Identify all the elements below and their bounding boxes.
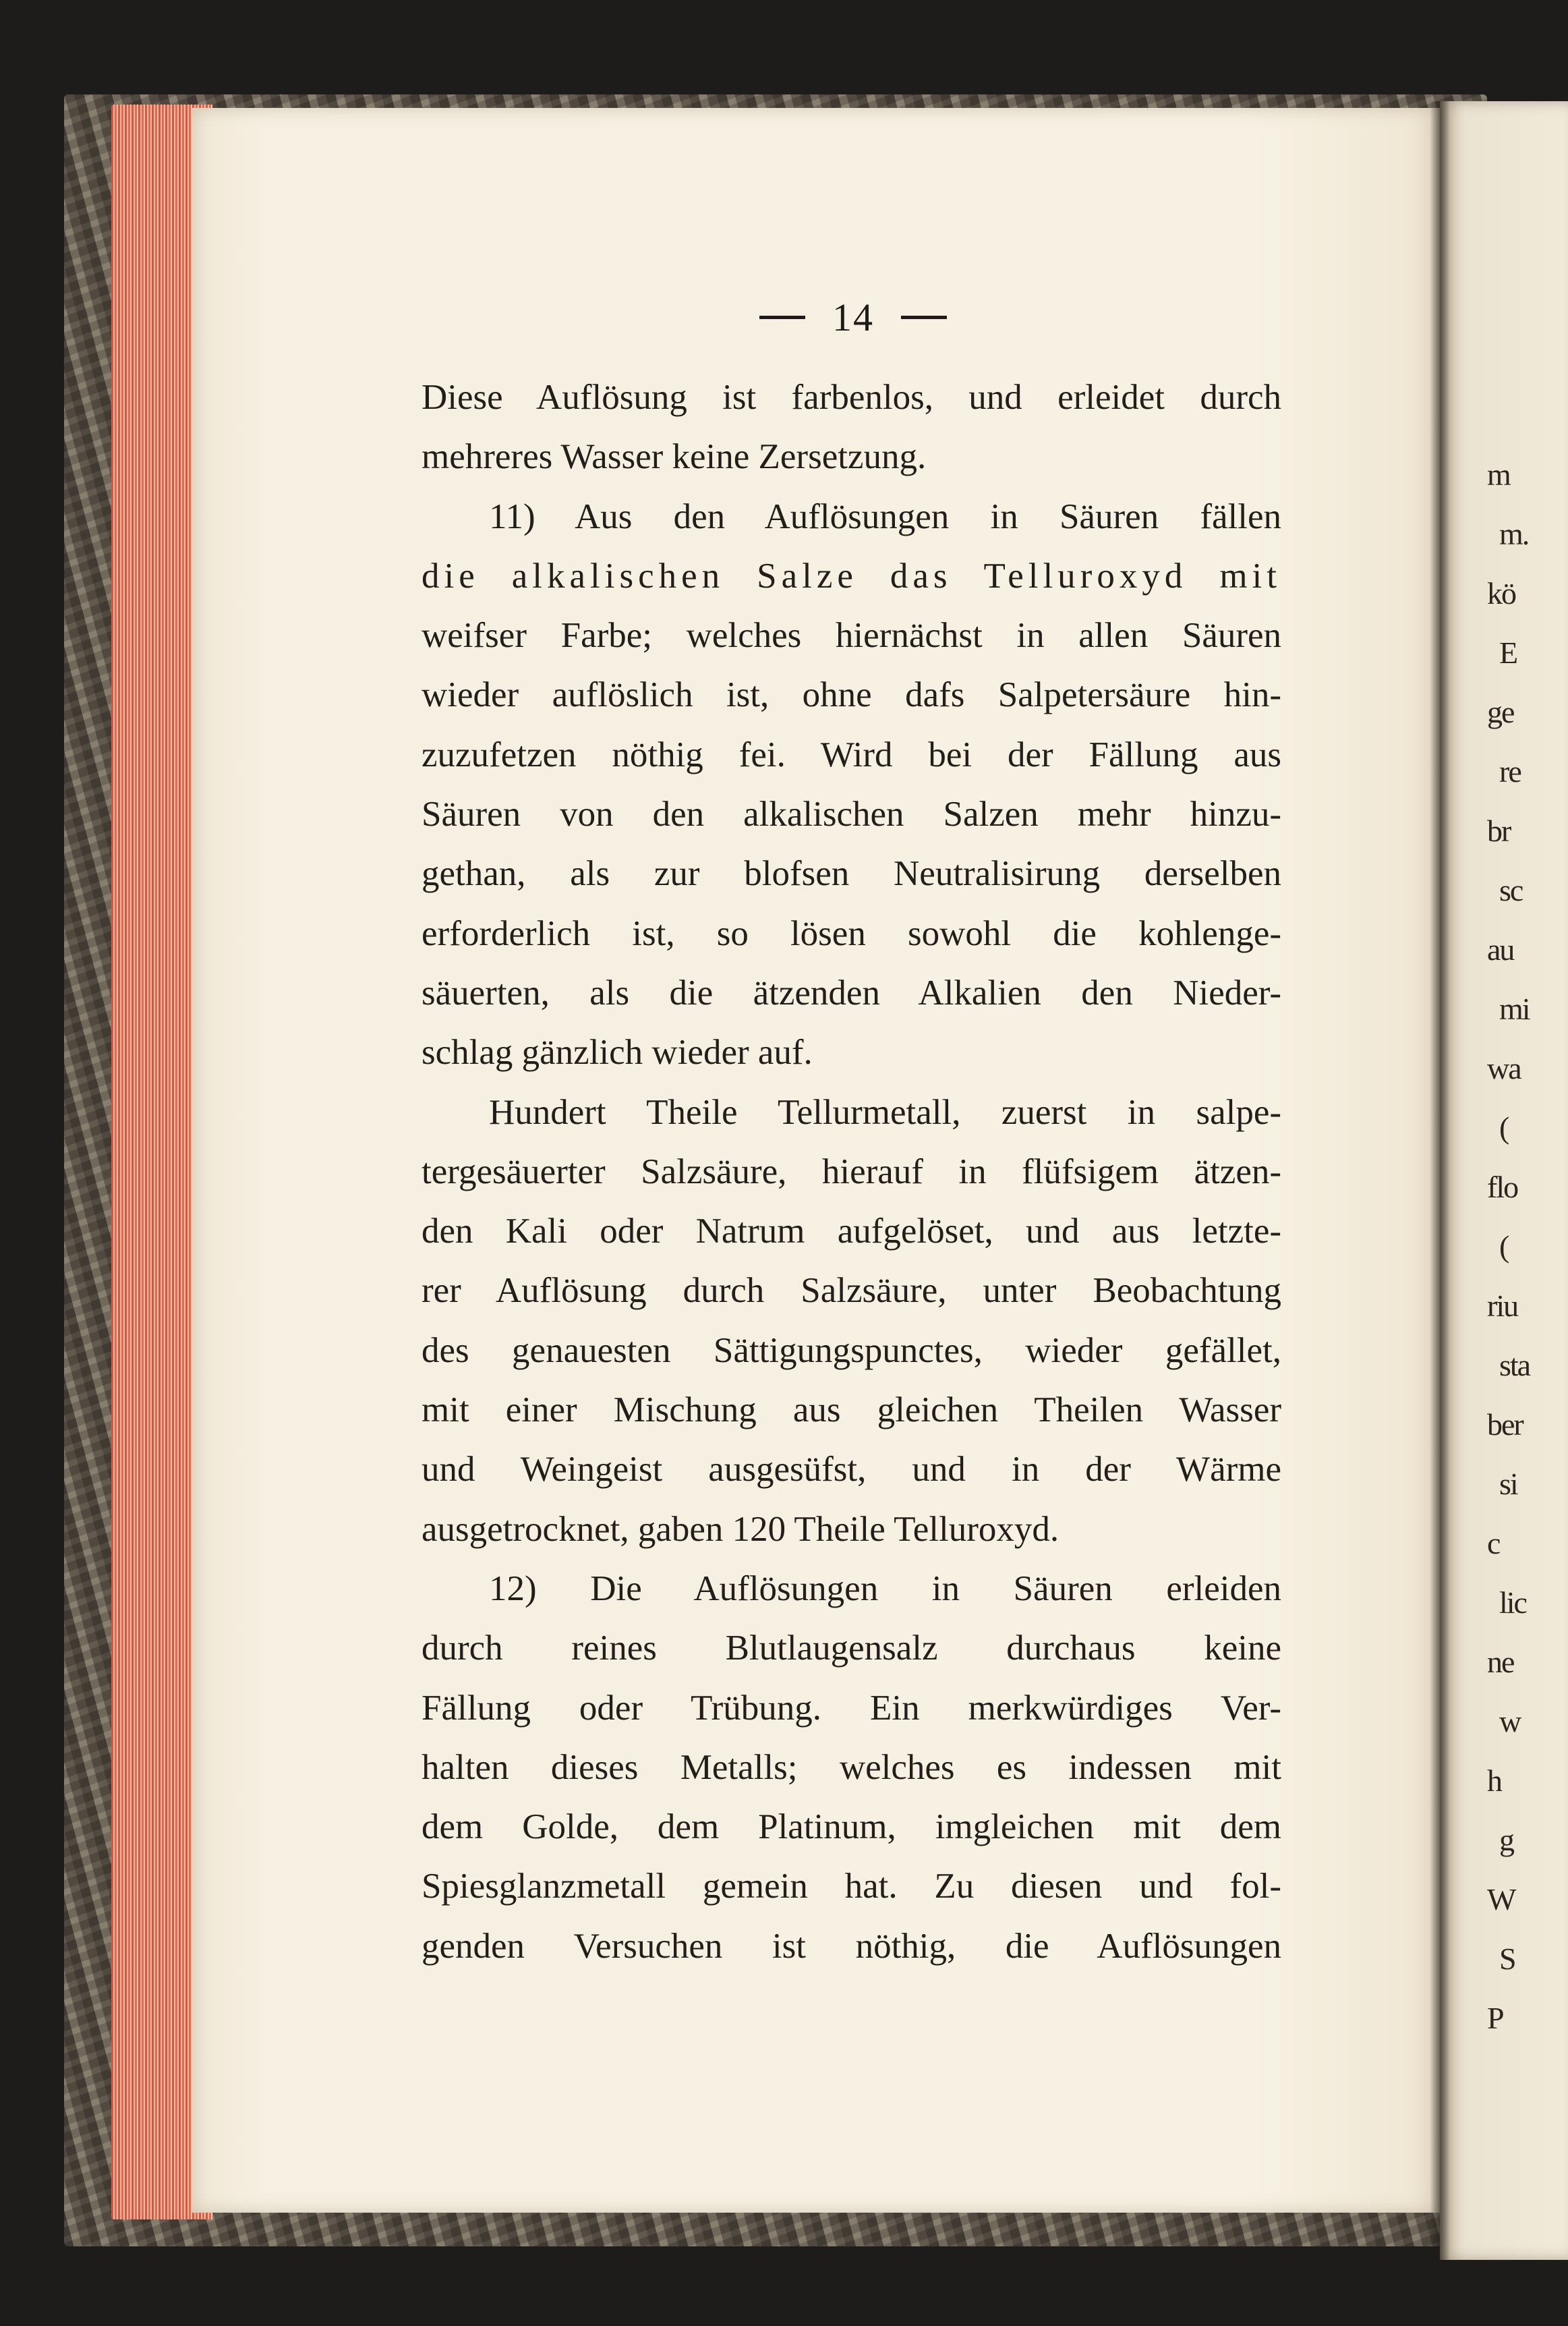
next-page-fragment: m. [1499, 517, 1529, 551]
text-line: mit einer Mischung aus gleichen Theilen Wasser [422, 1390, 1281, 1430]
next-page-fragment: si [1499, 1467, 1517, 1501]
next-page-fragment: W [1487, 1882, 1515, 1917]
page-number: 14 [832, 295, 874, 339]
text-line: wieder auflöslich ist, ohne dafs Salpetersäure hin- [422, 675, 1281, 715]
text-line: halten dieses Metalls; welches es indessen mit [422, 1747, 1281, 1787]
book-gutter [1430, 101, 1450, 2260]
next-page-fragment: kö [1487, 576, 1515, 611]
text-line: Fällung oder Trübung. Ein merkwürdiges Ver- [422, 1688, 1281, 1728]
header-dash-right [901, 316, 947, 319]
text-line: zuzufetzen nöthig fei. Wird bei der Fällung aus [422, 735, 1281, 774]
text-line: Spiesglanzmetall gemein hat. Zu diesen und fol- [422, 1867, 1281, 1906]
body-text [422, 368, 1281, 1976]
next-page-fragment: sc [1499, 873, 1523, 907]
next-page-fragment: P [1487, 2001, 1503, 2035]
text-line: ausgetrocknet, gaben 120 Theile Telluroxyd. [422, 1509, 1059, 1549]
next-page-fragment: E [1499, 635, 1517, 670]
next-page-fragment: ber [1487, 1407, 1523, 1442]
next-page-fragment: ( [1499, 1229, 1509, 1264]
next-page-fragment: c [1487, 1526, 1500, 1560]
text-line: rer Auflösung durch Salzsäure, unter Beobachtung [422, 1271, 1281, 1311]
next-page-fragment: m [1487, 457, 1510, 492]
next-page-fragment: ne [1487, 1645, 1514, 1679]
next-page-fragment: riu [1487, 1288, 1518, 1323]
next-page-fragment: mi [1499, 992, 1530, 1026]
next-page-fragment: re [1499, 754, 1521, 789]
text-line: gethan, als zur blofsen Neutralisirung derselben [422, 854, 1281, 894]
next-page-text-fragments [1460, 445, 1568, 2048]
next-page-fragment: flo [1487, 1170, 1518, 1204]
next-page-fragment: ( [1499, 1110, 1509, 1145]
text-line: Hundert Theile Tellurmetall, zuerst in salpe- [489, 1092, 1281, 1132]
text-line: mehreres Wasser keine Zersetzung. [422, 437, 927, 477]
text-line: 11) Aus den Auflösungen in Säuren fällen [489, 497, 1281, 536]
text-line: säuerten, als die ätzenden Alkalien den Nieder- [422, 973, 1281, 1013]
text-line: dem Golde, dem Platinum, imgleichen mit dem [422, 1807, 1281, 1847]
running-head [738, 293, 968, 341]
next-page-edge [1440, 101, 1568, 2260]
text-line: die alkalischen Salze das Telluroxyd mit [422, 556, 1281, 596]
next-page-fragment: ge [1487, 695, 1514, 729]
text-line: Säuren von den alkalischen Salzen mehr hinzu- [422, 795, 1281, 834]
next-page-fragment: h [1487, 1763, 1501, 1798]
text-line: weifser Farbe; welches hiernächst in allen Säuren [422, 616, 1281, 656]
text-line: und Weingeist ausgesüfst, und in der Wärme [422, 1450, 1281, 1490]
header-dash-left [759, 316, 805, 319]
next-page-fragment: wa [1487, 1051, 1521, 1085]
text-line: den Kali oder Natrum aufgelöset, und aus letzte- [422, 1212, 1281, 1251]
text-line: schlag gänzlich wieder auf. [422, 1033, 813, 1073]
next-page-fragment: sta [1499, 1348, 1530, 1382]
text-line: tergesäuerter Salzsäure, hierauf in flüfsigem ätzen- [422, 1152, 1281, 1191]
next-page-fragment: S [1499, 1941, 1515, 1976]
text-line: durch reines Blutlaugensalz durchaus keine [422, 1628, 1281, 1668]
text-line: des genauesten Sättigungspunctes, wieder gefället, [422, 1330, 1281, 1370]
text-line: Diese Auflösung ist farbenlos, und erleidet durch [422, 378, 1281, 417]
next-page-fragment: br [1487, 814, 1511, 848]
next-page-fragment: g [1499, 1823, 1513, 1857]
text-line: erforderlich ist, so lösen sowohl die kohlenge- [422, 913, 1281, 953]
text-line: 12) Die Auflösungen in Säuren erleiden [489, 1568, 1281, 1608]
next-page-fragment: w [1499, 1704, 1521, 1738]
next-page-fragment: au [1487, 932, 1514, 967]
text-line: genden Versuchen ist nöthig, die Auflösungen [422, 1926, 1281, 1966]
next-page-fragment: lic [1499, 1585, 1526, 1620]
